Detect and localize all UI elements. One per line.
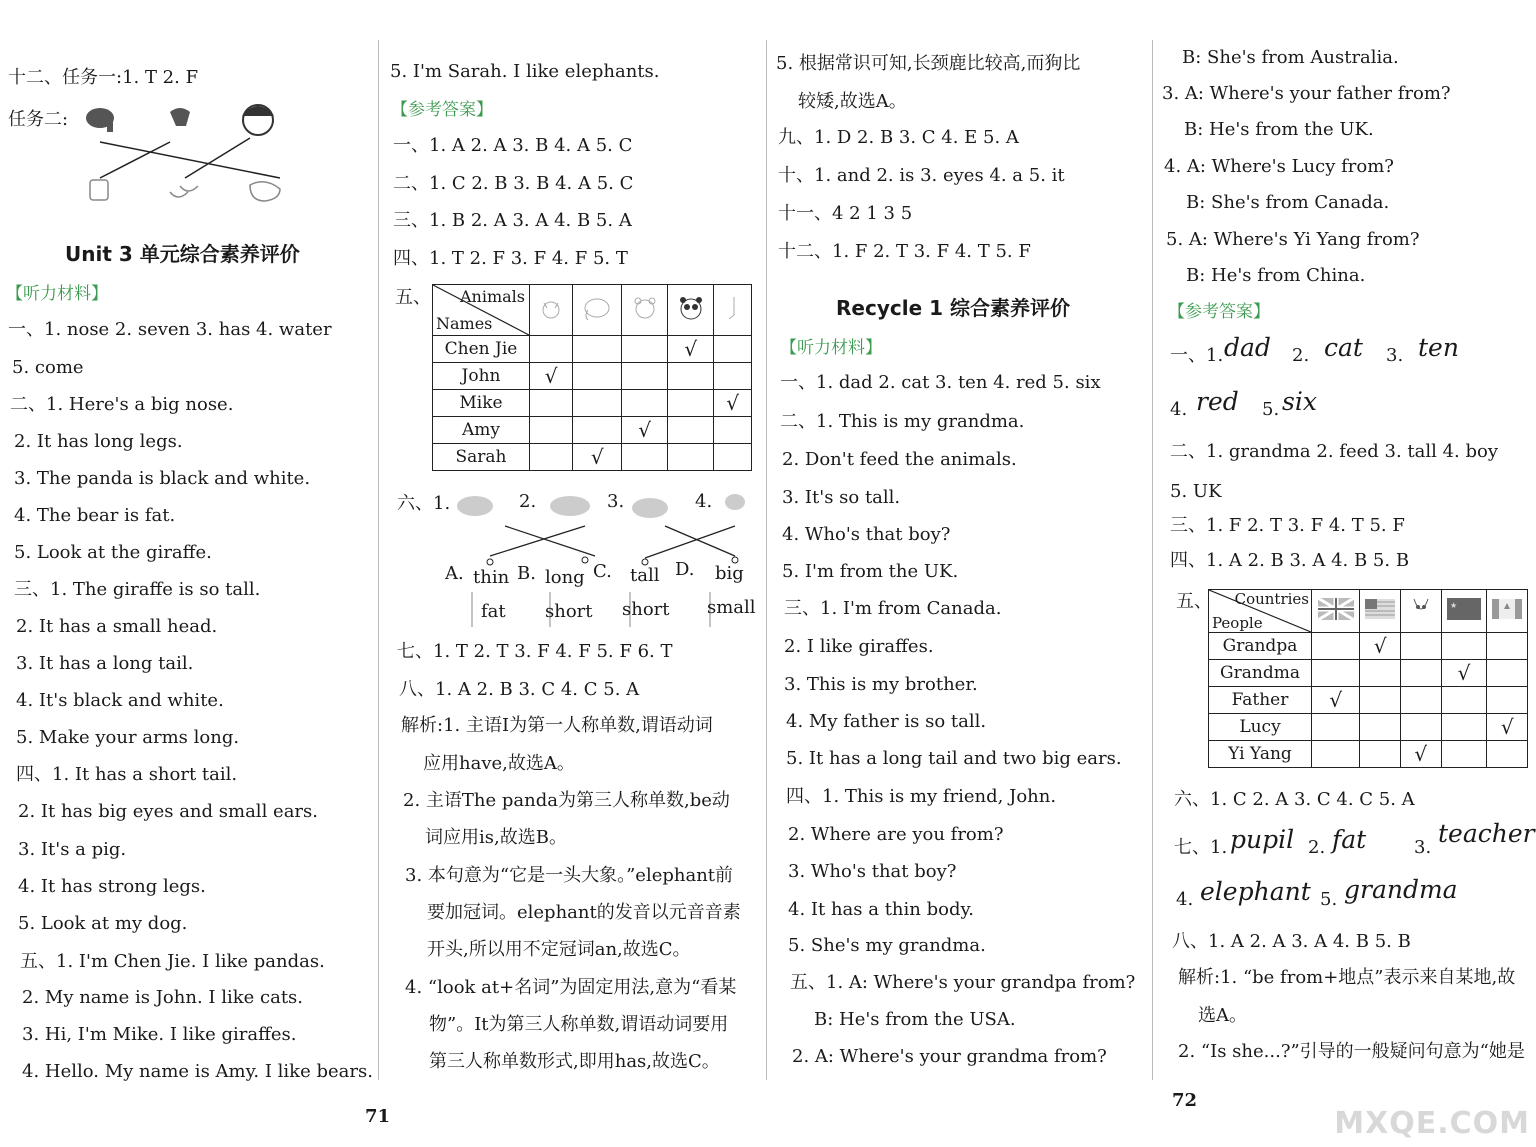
- table-row: [1209, 741, 1528, 768]
- answer-row: 四、1. T 2. F 3. F 4. F 5. T: [393, 248, 628, 269]
- explanation-line: 应用have,故选A。: [423, 753, 575, 774]
- listen-line: 3. A: Where's your father from?: [1162, 83, 1451, 104]
- listen-line: 3. Hi, I'm Mike. I like giraffes.: [22, 1024, 297, 1045]
- head-figure-3-icon: [243, 105, 273, 135]
- item-number: 5.: [1262, 399, 1280, 420]
- table-row: [1209, 660, 1528, 687]
- giraffe-icon: [720, 293, 746, 323]
- australia-icon: [1406, 595, 1436, 623]
- matching-figures: [75, 100, 295, 210]
- column-divider: [378, 40, 379, 1080]
- option-word: thin: [473, 567, 510, 588]
- unit-title: Unit 3 单元综合素养评价: [65, 242, 300, 266]
- header-bottom-label: Names: [436, 314, 493, 333]
- option-letter: B.: [517, 563, 536, 584]
- item-number: 4.: [1170, 399, 1188, 420]
- explanation-line: 4. “look at+名词”为固定用法,意为“看某: [405, 977, 737, 998]
- column-3: [770, 0, 1150, 1147]
- listen-line: 5. A: Where's Yi Yang from?: [1166, 229, 1420, 250]
- handwritten-answer: red: [1196, 387, 1239, 416]
- listen-line: 5. Make your arms long.: [16, 727, 240, 748]
- animal-cell: [530, 285, 573, 336]
- countries-table: [1208, 589, 1528, 768]
- answer-tag: 【参考答案】: [391, 100, 493, 120]
- option-letter: C.: [593, 561, 612, 582]
- listen-line: 4. Who's that boy?: [782, 524, 951, 545]
- explanation-line: 解析:1. “be from+地点”表示来自某地,故: [1178, 967, 1516, 988]
- listen-line: 二、1. This is my grandma.: [780, 411, 1025, 432]
- check-mark: √: [668, 336, 714, 363]
- handwritten-answer: six: [1282, 387, 1317, 416]
- handwritten-answer: teacher: [1438, 819, 1535, 848]
- listen-line: 4. My father is so tall.: [786, 711, 987, 732]
- answer-row: 六、1. C 2. A 3. C 4. C 5. A: [1174, 789, 1415, 810]
- listen-line: 2. My name is John. I like cats.: [22, 987, 304, 1008]
- table-row: [1209, 714, 1528, 741]
- panda-icon: [675, 293, 707, 323]
- listen-line: 4. The bear is fat.: [14, 505, 176, 526]
- name-cell: Chen Jie: [433, 336, 530, 363]
- answer-row: 三、1. B 2. A 3. A 4. B 5. A: [393, 210, 632, 231]
- watermark: MXQE.COM: [1334, 1106, 1530, 1141]
- listen-line: 3. This is my brother.: [784, 674, 978, 695]
- item-number: 5.: [1320, 889, 1338, 910]
- header-top-label: Animals: [459, 287, 525, 306]
- listen-line: 2. Don't feed the animals.: [782, 449, 1017, 470]
- listen-line: 2. It has big eyes and small ears.: [18, 801, 318, 822]
- option-word: small: [707, 597, 756, 618]
- check-mark: √: [1487, 714, 1528, 741]
- option-letter: D.: [675, 559, 695, 580]
- option-word: short: [622, 599, 670, 620]
- page-number: 71: [365, 1106, 391, 1127]
- option-word: tall: [630, 565, 660, 586]
- check-mark: √: [530, 363, 573, 390]
- name-cell: Yi Yang: [1209, 741, 1312, 768]
- check-mark: √: [1312, 687, 1360, 714]
- table-row: [433, 417, 752, 444]
- recycle-title: Recycle 1 综合素养评价: [836, 296, 1070, 320]
- handwritten-answer: cat: [1324, 333, 1363, 362]
- listen-line: 3. It's so tall.: [782, 487, 901, 508]
- table-row: [1209, 633, 1528, 660]
- item-number: 3.: [1414, 837, 1432, 858]
- table-row: [1209, 687, 1528, 714]
- option-word: long: [545, 567, 585, 588]
- listen-line: B: He's from China.: [1186, 265, 1366, 286]
- header-bottom-label: People: [1212, 614, 1263, 632]
- head-figure-1-icon: [86, 108, 114, 132]
- item-number: 2.: [519, 491, 537, 512]
- animal-cell: [714, 285, 752, 336]
- listen-line: 3. It has a long tail.: [16, 653, 194, 674]
- listen-line: 一、1. nose 2. seven 3. has 4. water: [8, 319, 332, 340]
- check-mark: √: [1401, 741, 1442, 768]
- elephant-icon: [580, 294, 614, 322]
- answer-row: 十、1. and 2. is 3. eyes 4. a 5. it: [778, 165, 1065, 186]
- explanation-line: 解析:1. 主语I为第一人称单数,谓语动词: [401, 715, 713, 736]
- listen-line: 三、1. The giraffe is so tall.: [14, 579, 261, 600]
- listen-line: 3. It's a pig.: [18, 839, 127, 860]
- answer-row: 二、1. grandma 2. feed 3. tall 4. boy: [1170, 441, 1499, 462]
- handwritten-answer: fat: [1332, 825, 1367, 854]
- explanation-line: 词应用is,故选B。: [425, 827, 567, 848]
- header-top-label: Countries: [1234, 590, 1309, 608]
- item-number: 七、1.: [1174, 837, 1228, 858]
- section-label: 五、: [1176, 591, 1212, 612]
- head-figure-2-icon: [170, 108, 190, 126]
- check-mark: √: [1360, 633, 1401, 660]
- item-number: 4.: [695, 491, 713, 512]
- check-mark: √: [1441, 660, 1487, 687]
- explanation-line: 5. 根据常识可知,长颈鹿比较高,而狗比: [776, 53, 1081, 74]
- explanation-line: 开头,所以用不定冠词an,故选C。: [427, 939, 691, 960]
- country-cell: [1401, 590, 1442, 633]
- listen-line: 2. I like giraffes.: [784, 636, 934, 657]
- answer-row: 十一、4 2 1 3 5: [778, 203, 913, 224]
- answer-row: 一、1. A 2. A 3. B 4. A 5. C: [393, 135, 633, 156]
- china-flag-icon: [1447, 598, 1481, 620]
- listen-line: 4. A: Where's Lucy from?: [1164, 156, 1394, 177]
- svg-text:★: ★: [1449, 600, 1458, 610]
- listen-line: 2. Where are you from?: [788, 824, 1004, 845]
- listen-line: B: She's from Australia.: [1182, 47, 1399, 68]
- section-label: 五、: [395, 287, 431, 308]
- explanation-line: 2. “Is she...?”引导的一般疑问句意为“她是: [1178, 1041, 1525, 1062]
- answer-row: 八、1. A 2. A 3. A 4. B 5. B: [1172, 931, 1411, 952]
- item-number: 2.: [1308, 837, 1326, 858]
- column-divider: [1152, 40, 1153, 1080]
- explanation-line: 物”。It为第三人称单数,谓语动词要用: [429, 1014, 729, 1035]
- section-label: 六、1.: [397, 493, 451, 514]
- canada-flag-icon: [1492, 599, 1522, 619]
- listen-line: 二、1. Here's a big nose.: [10, 394, 234, 415]
- option-letter: A.: [445, 563, 464, 584]
- name-cell: Lucy: [1209, 714, 1312, 741]
- listen-line: 四、1. This is my friend, John.: [786, 786, 1057, 807]
- explanation-line: 要加冠词。elephant的发音以元音音素: [427, 902, 741, 923]
- listen-line: 5. It has a long tail and two big ears.: [786, 748, 1122, 769]
- explanation-line: 第三人称单数形式,即用has,故选C。: [429, 1051, 720, 1072]
- handwritten-answer: dad: [1224, 333, 1271, 362]
- check-mark: √: [622, 417, 668, 444]
- country-cell: [1312, 590, 1360, 633]
- table-row: [433, 444, 752, 471]
- answer-row: 七、1. T 2. T 3. F 4. F 5. F 6. T: [397, 641, 673, 662]
- check-mark: √: [714, 390, 752, 417]
- answer-row: 九、1. D 2. B 3. C 4. E 5. A: [778, 127, 1019, 148]
- cat-icon: [536, 294, 566, 322]
- listen-line: 4. It has a thin body.: [788, 899, 974, 920]
- name-cell: Grandpa: [1209, 633, 1312, 660]
- name-cell: Mike: [433, 390, 530, 417]
- animal-cell: [668, 285, 714, 336]
- option-word: fat: [481, 601, 506, 622]
- usa-flag-icon: [1365, 599, 1395, 619]
- animals-table: [432, 284, 752, 471]
- listen-line: 3. The panda is black and white.: [14, 468, 311, 489]
- item-number: 4.: [1176, 889, 1194, 910]
- check-mark: √: [573, 444, 622, 471]
- item-number: 一、1.: [1170, 345, 1224, 366]
- animal-cell: [622, 285, 668, 336]
- listen-line: 5. Look at my dog.: [18, 913, 188, 934]
- name-cell: Father: [1209, 687, 1312, 714]
- table-row: [433, 363, 752, 390]
- listen-line: 2. It has long legs.: [14, 431, 183, 452]
- animal-cell: [573, 285, 622, 336]
- task-line-1: 十二、任务一:1. T 2. F: [8, 67, 199, 88]
- handwritten-answer: elephant: [1200, 877, 1311, 906]
- task-line-2: 任务二:: [8, 109, 69, 130]
- item-number: 3.: [607, 491, 625, 512]
- listen-line: 五、1. I'm Chen Jie. I like pandas.: [20, 951, 325, 972]
- listen-line: 5. I'm from the UK.: [782, 561, 959, 582]
- listen-line: 5. She's my grandma.: [788, 935, 986, 956]
- item-number: 3.: [1386, 345, 1404, 366]
- listen-line: 五、1. A: Where's your grandpa from?: [790, 972, 1136, 993]
- table-row: [433, 336, 752, 363]
- listen-line: 4. It has strong legs.: [18, 876, 206, 897]
- match-line: [490, 526, 735, 558]
- column-divider: [766, 40, 767, 1080]
- listen-line: 2. It has a small head.: [16, 616, 218, 637]
- answer-row: 二、1. C 2. B 3. B 4. A 5. C: [393, 173, 634, 194]
- page-number: 72: [1172, 1090, 1198, 1111]
- listen-line: 5. I'm Sarah. I like elephants.: [390, 61, 660, 82]
- bear-icon: [629, 294, 661, 322]
- answer-tag: 【参考答案】: [1168, 302, 1270, 322]
- handwritten-answer: pupil: [1230, 825, 1295, 854]
- country-cell: [1487, 590, 1528, 633]
- uk-flag-icon: [1318, 598, 1354, 620]
- listen-line: 3. Who's that boy?: [788, 861, 957, 882]
- country-cell: [1441, 590, 1487, 633]
- answer-row: 八、1. A 2. B 3. C 4. C 5. A: [399, 679, 640, 700]
- explanation-line: 较矮,故选A。: [798, 91, 907, 112]
- listening-material-tag: 【听力材料】: [6, 284, 108, 304]
- explanation-line: 2. 主语The panda为第三人称单数,be动: [403, 790, 730, 811]
- item-number: 2.: [1292, 345, 1310, 366]
- option-word: short: [545, 601, 593, 622]
- column-2: [385, 0, 765, 1147]
- listen-line: 4. It's black and white.: [16, 690, 224, 711]
- column-1: [0, 0, 391, 1147]
- body-figure-icon: [90, 180, 280, 201]
- listen-line: 一、1. dad 2. cat 3. ten 4. red 5. six: [780, 372, 1101, 393]
- listen-line: 三、1. I'm from Canada.: [784, 598, 1002, 619]
- option-word: big: [715, 563, 744, 584]
- table-row: [433, 390, 752, 417]
- listen-line: B: He's from the USA.: [814, 1009, 1016, 1030]
- table-header-cell: [1209, 590, 1312, 633]
- handwritten-answer: ten: [1418, 333, 1459, 362]
- name-cell: Grandma: [1209, 660, 1312, 687]
- match-line: [100, 142, 280, 178]
- listen-line: 2. A: Where's your grandma from?: [792, 1046, 1107, 1067]
- listening-material-tag: 【听力材料】: [780, 338, 882, 358]
- match-line: [100, 142, 170, 178]
- table-header-cell: [433, 285, 530, 336]
- answer-row: 5. UK: [1170, 481, 1222, 502]
- listen-line: 4. Hello. My name is Amy. I like bears.: [22, 1061, 373, 1082]
- name-cell: Sarah: [433, 444, 530, 471]
- listen-line: 5. come: [12, 357, 84, 378]
- animal-sketch-icon: [457, 494, 745, 518]
- explanation-line: 选A。: [1198, 1005, 1247, 1026]
- listen-line: B: She's from Canada.: [1186, 192, 1390, 213]
- match-line: [185, 138, 250, 178]
- handwritten-answer: grandma: [1344, 875, 1458, 904]
- answer-row: 十二、1. F 2. T 3. F 4. T 5. F: [778, 241, 1031, 262]
- listen-line: 5. Look at the giraffe.: [14, 542, 212, 563]
- listen-line: 四、1. It has a short tail.: [16, 764, 238, 785]
- explanation-line: 3. 本句意为“它是一头大象。”elephant前: [405, 865, 734, 886]
- name-cell: Amy: [433, 417, 530, 444]
- opposites-matching: [445, 486, 755, 566]
- column-4: [1158, 0, 1536, 1147]
- answer-row: 三、1. F 2. T 3. F 4. T 5. F: [1170, 515, 1405, 536]
- name-cell: John: [433, 363, 530, 390]
- country-cell: [1360, 590, 1401, 633]
- answer-row: 四、1. A 2. B 3. A 4. B 5. B: [1170, 550, 1410, 571]
- listen-line: B: He's from the UK.: [1184, 119, 1374, 140]
